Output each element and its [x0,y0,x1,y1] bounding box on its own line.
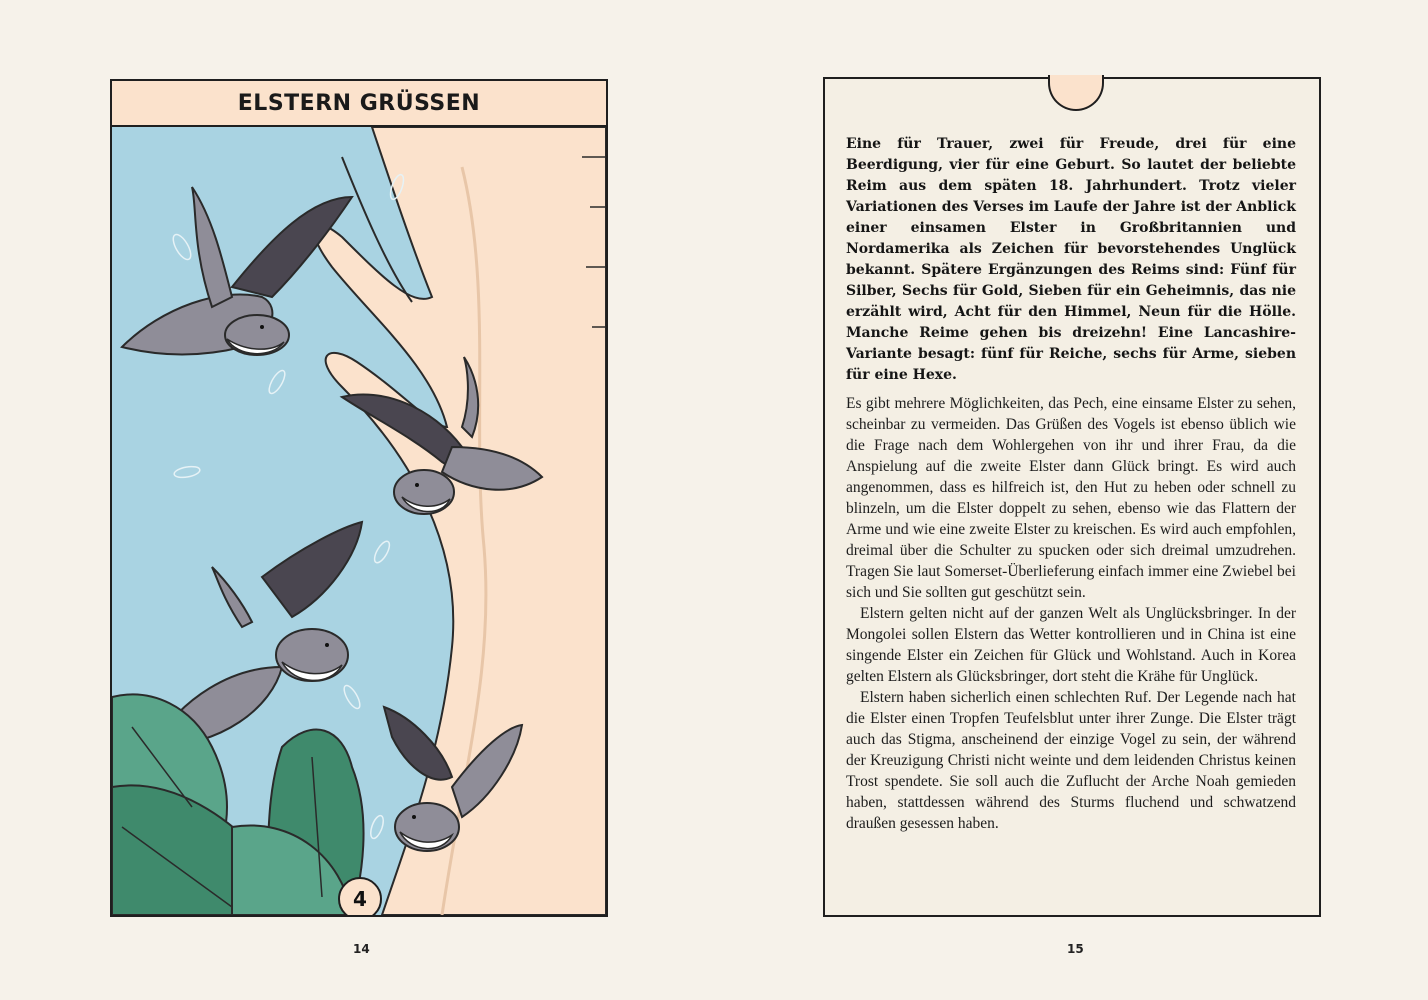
magpie-1 [122,187,352,355]
page-number-left: 14 [353,942,370,956]
page-number-right: 15 [1067,942,1084,956]
oak-leaves [112,694,364,915]
card-title: ELSTERN GRÜSSEN [237,90,481,116]
intro-paragraph: Eine für Trauer, zwei für Freude, drei für eine Beerdigung, vier für eine Geburt. So lautet der beliebte Reim aus dem späten 18. Jahrhundert. Trotz vieler Variationen des Verses im Laufe der Jahre ist der Anblick einer einsamen Elster in Großbritannien und Nordamerika als Zeichen für bevorstehendes Unglück bekannt. Spätere Ergänzungen des Reims sind: Fünf für Silber, Sechs für Gold, Sieben für ein Geheimnis, das nie erzählt wird, Acht für den Himmel, Neun für die Hölle. Manche Reime gehen bis dreizehn! Eine Lancashire-Variante besagt: fünf für Reiche, sechs für Arme, sieben für eine Hexe. [846,136,1296,383]
body-paragraph-3: Elstern haben sicherlich einen schlechten Ruf. Der Legende nach hat die Elster einen Tropfen Teufelsblut unter ihrer Zunge. Die Elster trägt auch das Stigma, anscheinend der einzige Vogel zu sein, der während der Kreuzigung Christi nicht weinte und dem leidenden Christus keinen Trost spendete. Sie soll auch die Zuflucht der Arche Noah gemieden haben, stattdessen während des Sturms fluchend und schwatzend draußen gesessen haben. [846,689,1296,832]
card-number-badge: 4 [338,877,382,917]
card-title-bar [112,81,606,127]
magpie-illustration [112,127,606,915]
body-text [846,393,1296,834]
body-paragraph-2: Elstern gelten nicht auf der ganzen Welt als Unglücksbringer. In der Mongolei sollen Elstern das Wetter kontrollieren und in China ist eine singende Elster ein Zeichen für Glück und Wohlstand. Auch in Korea gelten Elstern als Glücksbringer, dort steht die Krähe für Unglück. [846,605,1296,685]
tarot-card [110,79,608,917]
body-paragraph-1: Es gibt mehrere Möglichkeiten, das Pech, eine einsame Elster zu sehen, scheinbar zu vermeiden. Das Grüßen des Vogels ist ebenso üblich wie die Frage nach dem Wohlergehen von ihr und ihrer Frau, da die Anspielung auf die zweite Elster dann Glück bringt. Es wird auch angenommen, dass es hilfreich ist, den Hut zu heben oder schnell zu blinzeln, um die Elster doppelt zu sehen, ebenso wie das Flattern der Arme und wie eine zweite Elster zu kreischen. Es wird auch empfohlen, dreimal über die Schulter zu spucken oder sich dreimal umzudrehen. Tragen Sie laut Somerset-Überlieferung einfach immer eine Zwiebel bei sich und Sie sollten gut geschützt sein. [846,395,1296,601]
